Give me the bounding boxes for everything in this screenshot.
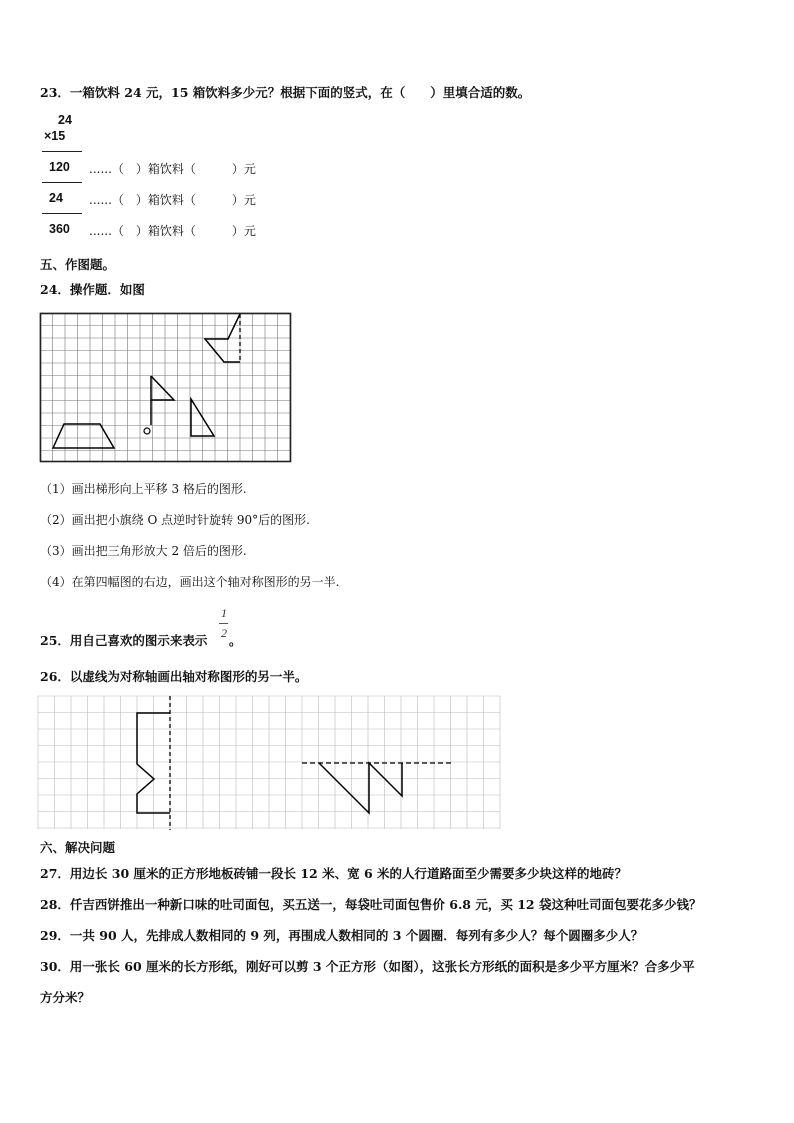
- q23-row-3-text: ......（ ）箱饮料（ ）元: [89, 224, 256, 238]
- fraction-numerator: 1: [221, 606, 227, 620]
- q24-grid-figure: [40, 313, 292, 463]
- fraction-denominator: 2: [221, 626, 227, 640]
- q23-row-1-value: 120: [49, 160, 70, 174]
- q23-multiplicand: 24: [58, 113, 72, 127]
- q23-row-2-value: 24: [49, 191, 63, 205]
- q26-text: 26．以虚线为对称轴画出轴对称图形的另一半。: [40, 669, 308, 684]
- q28-text: 28．仟吉西饼推出一种新口味的吐司面包，买五送一，每袋吐司面包售价 6.8 元，买 12 袋这种吐司面包要花多少钱？: [40, 897, 702, 912]
- q23-multiplier: ×15: [44, 129, 66, 143]
- fraction-bar: [219, 623, 228, 624]
- q24-text: 24．操作题．如图: [40, 282, 145, 297]
- q30-text-line-2: 方分米？: [40, 990, 91, 1005]
- q29-text: 29．一共 90 人，先排成人数相同的 9 列，再围成人数相同的 3 个圆圈．每列有多少人？每个圆圈多少人？: [40, 928, 644, 943]
- q27-text: 27．用边长 30 厘米的正方形地板砖铺一段长 12 米、宽 6 米的人行道路面至少需要多少块这样的地砖？: [40, 866, 627, 881]
- point-o: [144, 428, 150, 434]
- q23-text: 23．一箱饮料 24 元，15 箱饮料多少元？根据下面的竖式，在（ ）里填合适的数。: [40, 85, 531, 100]
- section-5-heading: 五、作图题。: [40, 257, 116, 272]
- q23-line-3: [42, 213, 82, 214]
- grid-lines: [40, 313, 290, 461]
- q24-item-2: （2）画出把小旗绕 O 点逆时针旋转 90°后的图形.: [40, 513, 311, 527]
- flag-shape: [151, 376, 174, 425]
- q23-row-3-value: 360: [49, 222, 70, 236]
- trapezoid-shape: [53, 424, 114, 448]
- q24-item-4: （4）在第四幅图的右边，画出这个轴对称图形的另一半.: [40, 575, 340, 589]
- q23-line-2: [42, 182, 82, 183]
- q25-suffix: 。: [229, 633, 242, 648]
- grid-border: [41, 314, 291, 462]
- q26-grid-figure: [38, 696, 502, 830]
- section-6-heading: 六、解决问题: [40, 840, 116, 855]
- q24-item-3: （3）画出把三角形放大 2 倍后的图形.: [40, 544, 247, 558]
- right-half-shape: [319, 763, 402, 813]
- q23-row-2-text: ......（ ）箱饮料（ ）元: [89, 193, 256, 207]
- q23-line-1: [42, 151, 82, 152]
- q24-item-1: （1）画出梯形向上平移 3 格后的图形.: [40, 482, 247, 496]
- q23-row-1-text: ......（ ）箱饮料（ ）元: [89, 162, 256, 176]
- q30-text-line-1: 30．用一张长 60 厘米的长方形纸，刚好可以剪 3 个正方形（如图），这张长方形纸的面积是多少平方厘米？合多少平: [40, 959, 695, 974]
- q25-text: 25．用自己喜欢的图示来表示: [40, 633, 208, 648]
